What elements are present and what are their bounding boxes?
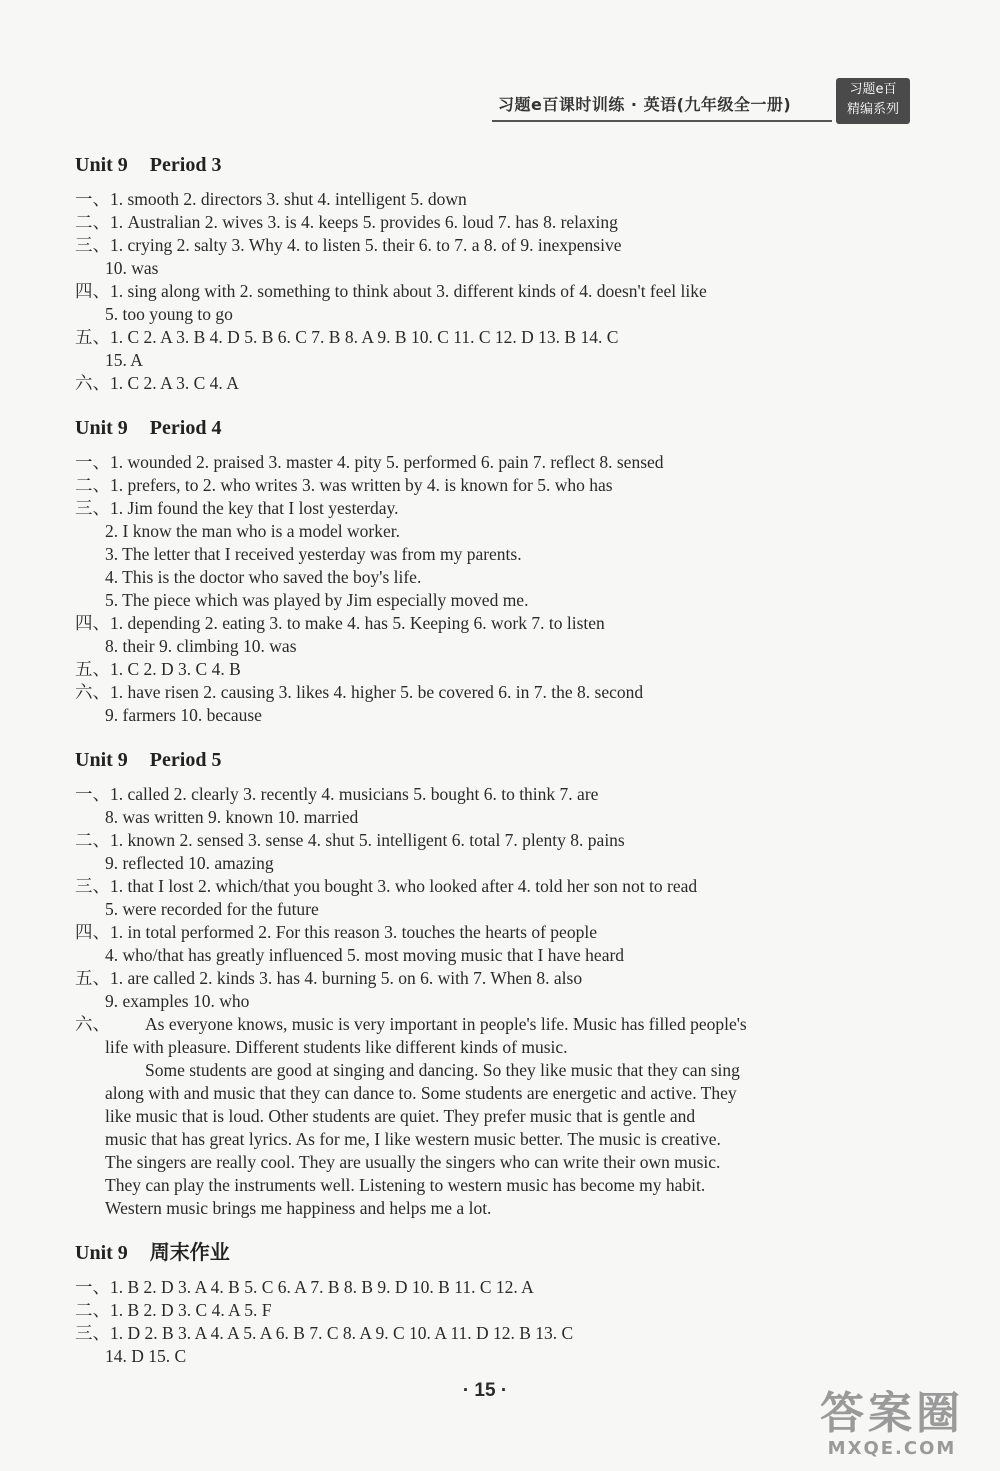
answer-line: 4. This is the doctor who saved the boy's life.: [105, 567, 422, 587]
answer-line: 五、1. C 2. D 3. C 4. B: [75, 659, 241, 679]
answer-line: 5. The piece which was played by Jim especially moved me.: [105, 590, 529, 610]
header-rule: [492, 120, 832, 122]
essay-line: The singers are really cool. They are usually the singers who can write their own music.: [105, 1152, 721, 1172]
answer-line: 三、1. Jim found the key that I lost yesterday.: [75, 498, 399, 518]
answer-line: 四、1. in total performed 2. For this reason 3. touches the hearts of people: [75, 922, 597, 942]
answer-line: 一、1. called 2. clearly 3. recently 4. musicians 5. bought 6. to think 7. are: [75, 784, 599, 804]
period-label: Period 4: [149, 417, 222, 439]
answer-line: 10. was: [105, 258, 159, 278]
period-label: Period 3: [149, 154, 222, 176]
answer-line: 二、1. known 2. sensed 3. sense 4. shut 5. intelligent 6. total 7. plenty 8. pains: [75, 830, 625, 850]
answer-line: 8. was written 9. known 10. married: [105, 807, 359, 827]
series-logo: [836, 78, 910, 124]
section-heading: [75, 1238, 910, 1268]
essay-line: Western music brings me happiness and helps me a lot.: [105, 1198, 492, 1218]
essay-label: 六、: [75, 1014, 110, 1034]
essay-line: Some students are good at singing and dancing. So they like music that they can sing: [145, 1060, 740, 1080]
answer-line: 六、1. have risen 2. causing 3. likes 4. higher 5. be covered 6. in 7. the 8. second: [75, 682, 644, 702]
site-watermark: [802, 1390, 982, 1462]
answer-line: 14. D 15. C: [105, 1346, 187, 1366]
unit-label: Unit 9: [75, 417, 128, 439]
answer-line: 一、1. wounded 2. praised 3. master 4. pity 5. performed 6. pain 7. reflect 8. sensed: [75, 452, 664, 472]
section-heading: [75, 413, 910, 443]
answer-line: 一、1. B 2. D 3. A 4. B 5. C 6. A 7. B 8. B 9. D 10. B 11. C 12. A: [75, 1277, 534, 1297]
answer-line: 3. The letter that I received yesterday was from my parents.: [105, 544, 522, 564]
essay-line: like music that is loud. Other students are quiet. They prefer music that is gentle and: [105, 1106, 696, 1126]
answer-line: 六、1. C 2. A 3. C 4. A: [75, 373, 239, 393]
section-heading: [75, 745, 910, 775]
answer-line: 四、1. depending 2. eating 3. to make 4. has 5. Keeping 6. work 7. to listen: [75, 613, 605, 633]
answer-section: [75, 1238, 910, 1368]
answer-line: 三、1. crying 2. salty 3. Why 4. to listen 5. their 6. to 7. a 8. of 9. inexpensive: [75, 235, 622, 255]
answer-line: 5. too young to go: [105, 304, 233, 324]
page-number: · 15 ·: [462, 1380, 508, 1401]
answer-line: 三、1. D 2. B 3. A 4. A 5. A 6. B 7. C 8. A 9. C 10. A 11. D 12. B 13. C: [75, 1323, 574, 1343]
answer-line: 四、1. sing along with 2. something to think about 3. different kinds of 4. doesn't feel like: [75, 281, 707, 301]
essay-line: along with and music that they can dance to. Some students are energetic and active. They: [105, 1083, 737, 1103]
essay-line: life with pleasure. Different students like different kinds of music.: [105, 1037, 568, 1057]
essay-first-line: [75, 1013, 910, 1036]
answer-line: 15. A: [105, 350, 143, 370]
answer-line: 5. were recorded for the future: [105, 899, 319, 919]
period-label: Period 5: [149, 749, 222, 771]
essay-line: As everyone knows, music is very important in people's life. Music has filled people's: [145, 1014, 747, 1034]
essay-line: music that has great lyrics. As for me, I like western music better. The music is creative.: [105, 1129, 721, 1149]
answer-section: [75, 745, 910, 1220]
answer-line: 三、1. that I lost 2. which/that you bought 3. who looked after 4. told her son not to read: [75, 876, 698, 896]
answer-line: 9. farmers 10. because: [105, 705, 262, 725]
period-label: 周末作业: [149, 1242, 230, 1264]
answer-content: [75, 150, 910, 1386]
logo-line-1: 习题e百: [849, 82, 897, 97]
answer-section: [75, 413, 910, 727]
answer-line: 2. I know the man who is a model worker.: [105, 521, 401, 541]
answer-section: [75, 150, 910, 395]
answer-line: 五、1. are called 2. kinds 3. has 4. burning 5. on 6. with 7. When 8. also: [75, 968, 583, 988]
answer-line: 二、1. Australian 2. wives 3. is 4. keeps 5. provides 6. loud 7. has 8. relaxing: [75, 212, 618, 232]
answer-line: 8. their 9. climbing 10. was: [105, 636, 297, 656]
answer-line: 二、1. B 2. D 3. C 4. A 5. F: [75, 1300, 272, 1320]
essay-line: They can play the instruments well. Listening to western music has become my habit.: [105, 1175, 706, 1195]
watermark-logo-text: 答案圈: [820, 1388, 964, 1439]
page-header-title: 习题e百课时训练 · 英语(九年级全一册): [498, 95, 792, 114]
watermark-url: MXQE.COM: [827, 1438, 957, 1459]
answer-line: 9. reflected 10. amazing: [105, 853, 274, 873]
answer-line: 五、1. C 2. A 3. B 4. D 5. B 6. C 7. B 8. A 9. B 10. C 11. C 12. D 13. B 14. C: [75, 327, 619, 347]
logo-line-2: 精编系列: [846, 102, 899, 117]
section-heading: [75, 150, 910, 180]
answer-line: 二、1. prefers, to 2. who writes 3. was written by 4. is known for 5. who has: [75, 475, 613, 495]
answer-line: 9. examples 10. who: [105, 991, 250, 1011]
answer-line: 4. who/that has greatly influenced 5. most moving music that I have heard: [105, 945, 625, 965]
unit-label: Unit 9: [75, 749, 128, 771]
answer-line: 一、1. smooth 2. directors 3. shut 4. intelligent 5. down: [75, 189, 467, 209]
unit-label: Unit 9: [75, 1242, 128, 1264]
unit-label: Unit 9: [75, 154, 128, 176]
